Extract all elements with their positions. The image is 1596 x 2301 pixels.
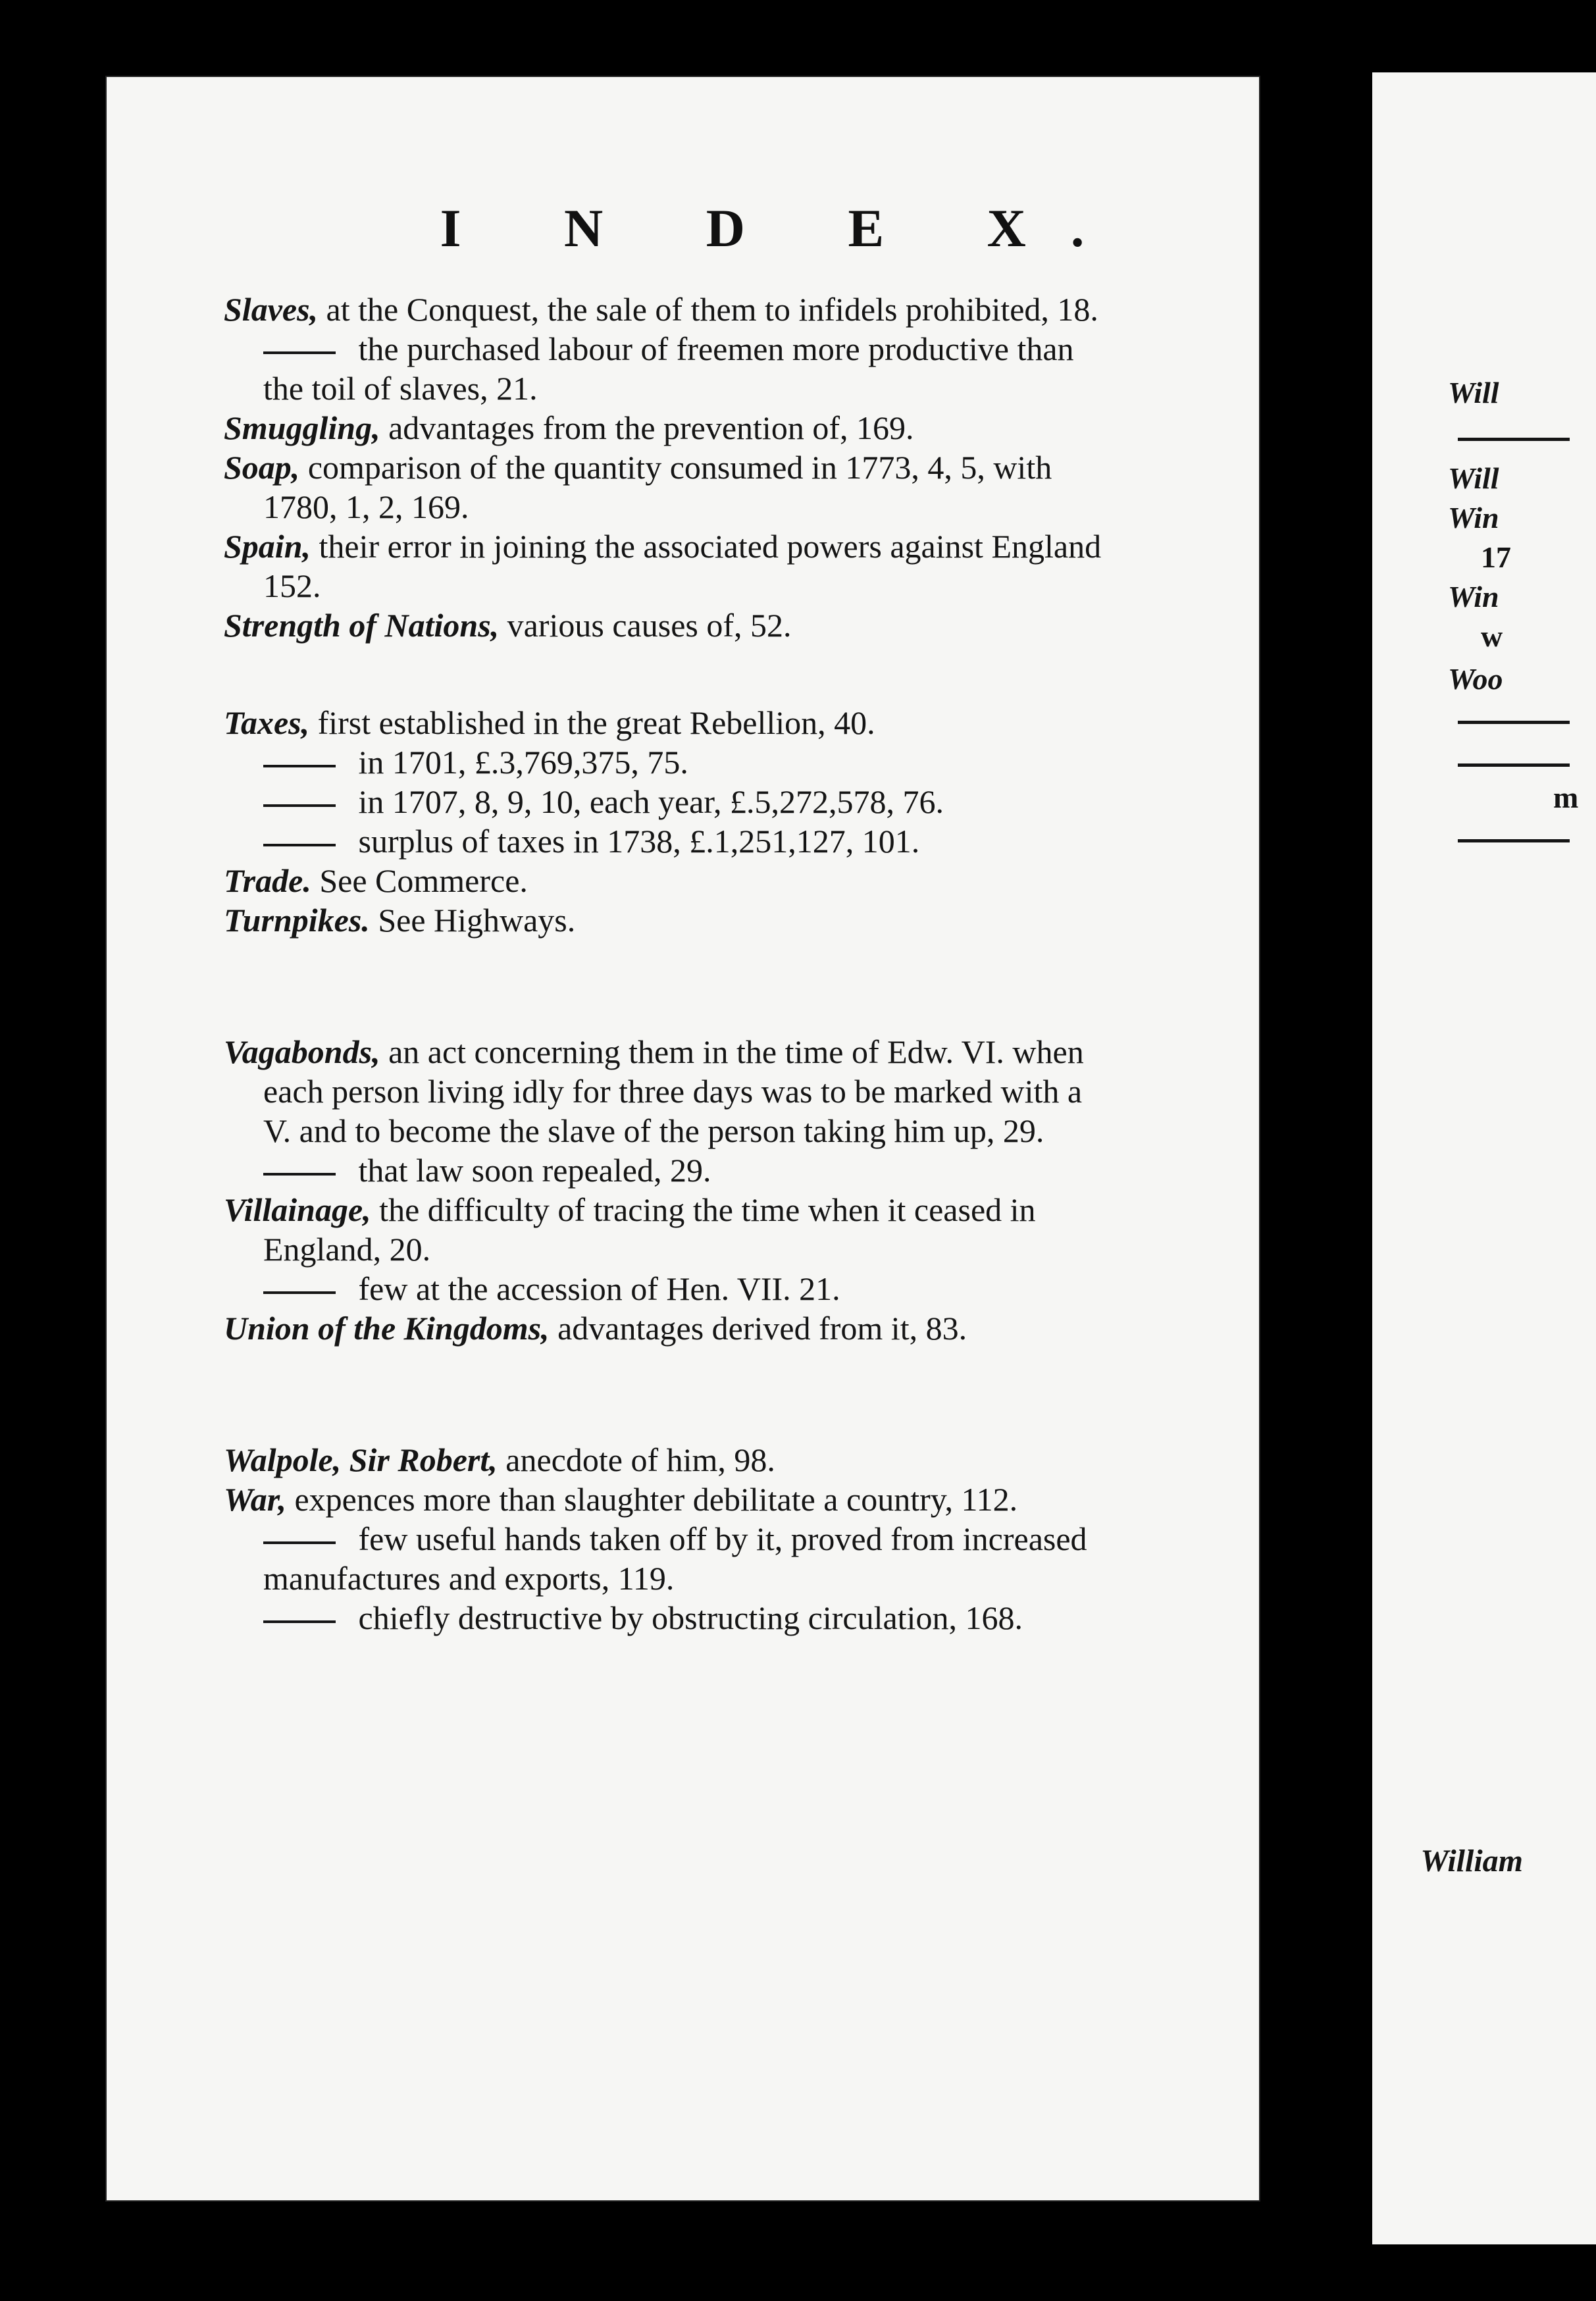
facing-dash: [1458, 763, 1570, 767]
facing-fragment: 17: [1481, 540, 1511, 574]
index-entry: [224, 1190, 1106, 1269]
ditto-dash: [263, 1541, 336, 1544]
entry-headword: Taxes,: [224, 704, 310, 741]
entry-headword: War,: [224, 1481, 286, 1518]
facing-fragment: Will: [1448, 376, 1499, 409]
facing-dash: [1458, 839, 1570, 842]
index-entry: [224, 448, 1106, 527]
ditto-dash: [263, 804, 336, 807]
index-subentry: [224, 1269, 1106, 1308]
entry-headword: Turnpikes.: [224, 902, 370, 939]
index-subentry: [224, 1150, 1106, 1190]
index-subentry: [224, 821, 1106, 861]
section-gap: [224, 1348, 1106, 1440]
entry-text: anecdote of him, 98.: [497, 1441, 775, 1478]
index-entry: [224, 527, 1106, 606]
entry-text: their error in joining the associated powers against England 152.: [263, 528, 1102, 604]
entry-text: at the Conquest, the sale of them to infidels prohibited, 18.: [318, 291, 1098, 328]
facing-fragment: m: [1553, 781, 1579, 814]
facing-fragment: w: [1481, 619, 1503, 653]
entry-text: expences more than slaughter debilitate a country, 112.: [286, 1481, 1018, 1518]
facing-fragment: Win: [1448, 501, 1499, 534]
entry-text: See Highways.: [369, 902, 576, 939]
entry-headword: Slaves,: [224, 291, 319, 328]
entry-text: various causes of, 52.: [499, 607, 792, 644]
entry-text: See Commerce.: [311, 862, 528, 899]
entry-headword: Villainage,: [224, 1191, 371, 1228]
page-title: I N D E X.: [440, 198, 1129, 258]
entry-text: advantages derived from it, 83.: [549, 1310, 967, 1347]
facing-fragment: Win: [1448, 580, 1499, 613]
subentry-text: few useful hands taken off by it, proved from increased manufactures and exports, 119.: [263, 1520, 1087, 1597]
ditto-dash: [263, 844, 336, 846]
entry-text: advantages from the prevention of, 169.: [380, 409, 914, 446]
index-subentry: [224, 742, 1106, 782]
subentry-text: the purchased labour of freemen more productive than the toil of slaves, 21.: [263, 330, 1074, 407]
entry-headword: Strength of Nations,: [224, 607, 500, 644]
subentry-text: that law soon repealed, 29.: [350, 1152, 711, 1189]
entry-text: comparison of the quantity consumed in 1773, 4, 5, with 1780, 1, 2, 169.: [263, 449, 1052, 525]
index-entry: [224, 861, 1106, 900]
entry-headword: Vagabonds,: [224, 1033, 380, 1070]
index-entry: [224, 1308, 1106, 1348]
ditto-dash: [263, 1620, 336, 1623]
section-gap: [224, 645, 1106, 703]
entry-headword: Smuggling,: [224, 409, 380, 446]
index-entry: [224, 900, 1106, 940]
catchword: William: [1420, 1844, 1523, 1878]
index-entries: [224, 290, 1106, 1638]
facing-fragment: Woo: [1448, 662, 1503, 696]
entry-headword: Trade.: [224, 862, 311, 899]
index-entry: [224, 408, 1106, 448]
index-entry: [224, 1480, 1106, 1519]
subentry-text: surplus of taxes in 1738, £.1,251,127, 101.: [350, 823, 920, 860]
index-entry: [224, 703, 1106, 742]
entry-text: the difficulty of tracing the time when it ceased in England, 20.: [263, 1191, 1036, 1268]
entry-text: first established in the great Rebellion, 40.: [309, 704, 875, 741]
index-entry: [224, 1032, 1106, 1150]
subentry-text: in 1707, 8, 9, 10, each year, £.5,272,578, 76.: [350, 783, 944, 820]
subentry-text: few at the accession of Hen. VII. 21.: [350, 1270, 840, 1307]
entry-headword: Walpole, Sir Robert,: [224, 1441, 498, 1478]
ditto-dash: [263, 351, 336, 354]
index-entry: [224, 1440, 1106, 1480]
index-entry: [224, 290, 1106, 329]
entry-headword: Spain,: [224, 528, 311, 565]
entry-headword: Soap,: [224, 449, 300, 486]
facing-fragment: Will: [1448, 461, 1499, 495]
subentry-text: chiefly destructive by obstructing circulation, 168.: [350, 1599, 1023, 1636]
index-subentry: [224, 782, 1106, 821]
ditto-dash: [263, 765, 336, 767]
section-gap: [224, 940, 1106, 1032]
facing-dash: [1458, 438, 1570, 441]
index-entry: [224, 606, 1106, 645]
subentry-text: in 1701, £.3,769,375, 75.: [350, 744, 688, 781]
facing-dash: [1458, 721, 1570, 724]
index-subentry: [224, 329, 1106, 408]
ditto-dash: [263, 1291, 336, 1294]
ditto-dash: [263, 1173, 336, 1176]
index-subentry: [224, 1598, 1106, 1638]
entry-text: an act concerning them in the time of Edw. VI. when each person living idly for three days was to be marked with a V. and to become the slave of the person taking him up, 29.: [263, 1033, 1084, 1149]
entry-headword: Union of the Kingdoms,: [224, 1310, 550, 1347]
index-subentry: [224, 1519, 1106, 1598]
